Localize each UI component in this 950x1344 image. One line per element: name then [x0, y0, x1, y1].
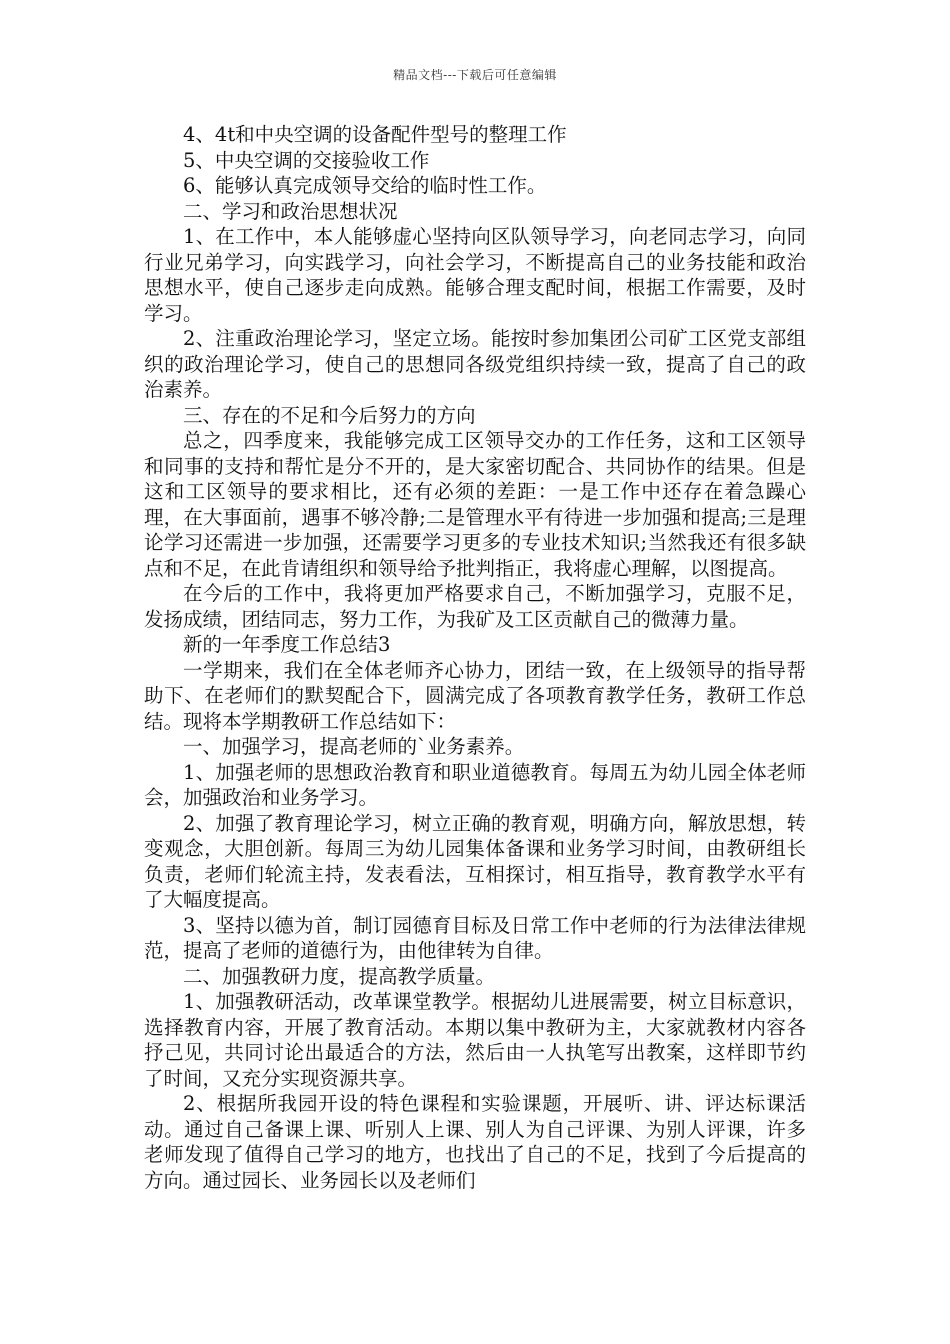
section-heading: 二、加强教研力度，提高教学质量。	[183, 964, 496, 988]
section-heading: 一、加强学习，提高老师的`业务素养。	[183, 735, 525, 758]
paragraph: 3、坚持以德为首，制订园德育目标及日常工作中老师的行为法律法律规范，提高了老师的道德行为，由他律转为自律。	[144, 913, 806, 962]
page-header: 精品文档---下载后可任意编辑	[393, 68, 557, 82]
paragraph: 2、根据所我园开设的特色课程和实验课题，开展听、讲、评达标课活动。通过自己备课上课、听别人上课、别人为自己评课、为别人评课，许多老师发现了值得自己学习的地方，也找出了自己的不足，找到了今后提高的方向。通过园长、业务园长以及老师们	[144, 1092, 806, 1192]
paragraph: 1、加强教研活动，改革课堂教学。根据幼儿进展需要，树立目标意识，选择教育内容，开展了教育活动。本期以集中教研为主，大家就教材内容各抒己见，共同讨论出最适合的方法，然后由一人执笔写出教案，这样即节约了时间，又充分实现资源共享。	[144, 990, 806, 1090]
paragraph: 2、加强了教育理论学习，树立正确的教育观，明确方向，解放思想，转变观念，大胆创新。每周三为幼儿园集体备课和业务学习时间，由教研组长负责，老师们轮流主持，发表看法，互相探讨，相互指导，教育教学水平有了大幅度提高。	[144, 811, 806, 911]
document-body	[144, 122, 806, 1193]
paragraph: 2、注重政治理论学习，坚定立场。能按时参加集团公司矿工区党支部组织的政治理论学习，使自己的思想同各级党组织持续一致，提高了自己的政治素养。	[144, 327, 806, 401]
list-item: 4、4t和中央空调的设备配件型号的整理工作	[183, 123, 567, 146]
paragraph: 1、加强老师的思想政治教育和职业道德教育。每周五为幼儿园全体老师会，加强政治和业务学习。	[144, 760, 806, 809]
paragraph: 总之，四季度来，我能够完成工区领导交办的工作任务，这和工区领导和同事的支持和帮忙是分不开的，是大家密切配合、共同协作的结果。但是这和工区领导的要求相比，还有必须的差距：一是工作中还存在着急躁心理，在大事面前，遇事不够冷静;二是管理水平有待进一步加强和提高;三是理论学习还需进一步加强，还需要学习更多的专业技术知识;当然我还有很多缺点和不足，在此肯请组织和领导给予批判指正，我将虚心理解，以图提高。	[144, 429, 806, 580]
document-title: 新的一年季度工作总结3	[183, 633, 391, 656]
list-item: 6、能够认真完成领导交给的临时性工作。	[183, 174, 547, 197]
list-item: 5、中央空调的交接验收工作	[183, 148, 430, 172]
paragraph: 1、在工作中，本人能够虚心坚持向区队领导学习，向老同志学习，向同行业兄弟学习，向实践学习，向社会学习，不断提高自己的业务技能和政治思想水平，使自己逐步走向成熟。能够合理支配时间，根据工作需要，及时学习。	[144, 225, 806, 325]
paragraph: 在今后的工作中，我将更加严格要求自己，不断加强学习，克服不足，发扬成绩，团结同志，努力工作，为我矿及工区贡献自己的微薄力量。	[144, 582, 806, 631]
paragraph: 一学期来，我们在全体老师齐心协力，团结一致，在上级领导的指导帮助下、在老师们的默契配合下，圆满完成了各项教育教学任务，教研工作总结。现将本学期教研工作总结如下：	[144, 658, 806, 733]
section-heading: 二、学习和政治思想状况	[183, 199, 398, 223]
section-heading: 三、存在的不足和今后努力的方向	[183, 403, 476, 427]
